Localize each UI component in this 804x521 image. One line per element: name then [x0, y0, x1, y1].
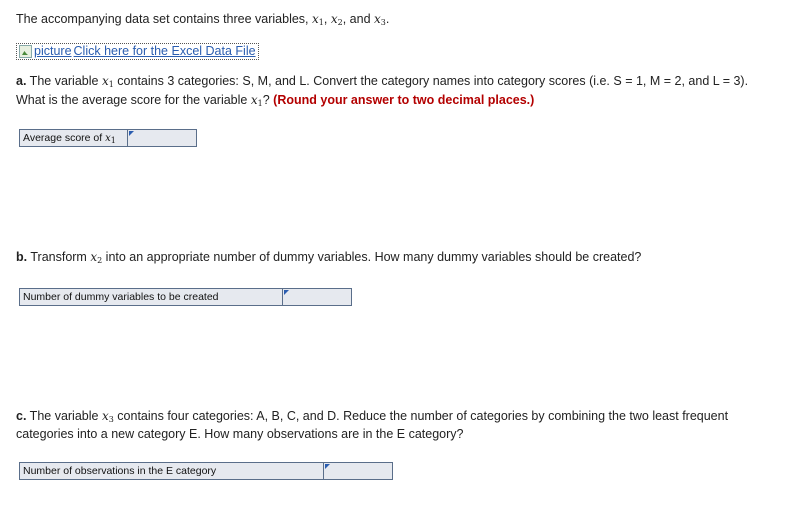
rounding-instruction: (Round your answer to two decimal places.)	[273, 93, 535, 107]
answer-row-dummy-variables	[19, 288, 352, 306]
var-x3	[374, 12, 386, 26]
part-a-letter: a.	[16, 74, 27, 88]
input-wrapper	[128, 130, 196, 146]
answer-row-observations	[19, 462, 393, 480]
text: contains four categories: A, B, C, and D. Reduce the number of categories by combining the two least frequent	[113, 409, 729, 423]
text: contains 3 categories: S, M, and L. Convert the category names into category scores (i.e. S = 1, M = 2, and L = 3).	[113, 74, 749, 88]
var-symbol: x	[101, 74, 109, 88]
var-x2	[90, 250, 102, 264]
var-symbol: x	[312, 12, 319, 26]
text: Transform	[27, 250, 91, 264]
text: ?	[262, 93, 274, 107]
var-subscript: 2	[337, 18, 343, 27]
part-b-letter: b.	[16, 250, 28, 264]
excel-data-link[interactable]	[16, 43, 259, 60]
var-subscript: 3	[108, 415, 114, 424]
input-wrapper	[283, 289, 351, 305]
part-b-line	[16, 248, 641, 270]
text: The variable	[26, 409, 102, 423]
part-c-line2: categories into a new category E. How many observations are in the E category?	[16, 427, 464, 441]
answer-label: Number of observations in the E category	[20, 463, 324, 479]
text: into an appropriate number of dummy variables. How many dummy variables should be created?	[102, 250, 642, 264]
var-x1	[312, 12, 324, 26]
link-label[interactable]: Click here for the Excel Data File	[73, 44, 256, 58]
answer-label	[20, 130, 128, 146]
text: The variable	[26, 74, 102, 88]
var-subscript: 1	[110, 136, 116, 145]
var-x3	[102, 409, 114, 423]
var-subscript: 1	[318, 18, 324, 27]
var-symbol: x	[330, 12, 338, 26]
average-score-input[interactable]	[128, 130, 196, 146]
label-text: Average score of	[23, 132, 106, 144]
answer-label: Number of dummy variables to be created	[20, 289, 283, 305]
period: .	[385, 12, 390, 26]
var-symbol: x	[101, 409, 109, 423]
var-subscript: 1	[257, 99, 263, 108]
link-alt-text[interactable]: picture	[34, 44, 72, 58]
intro-text	[16, 10, 389, 32]
var-subscript: 3	[380, 18, 386, 27]
var-symbol: x	[250, 93, 258, 107]
var-symbol: x	[90, 250, 98, 264]
var-subscript: 2	[97, 256, 103, 265]
input-wrapper	[324, 463, 392, 479]
var-x2	[331, 12, 343, 26]
var-x1	[251, 93, 263, 107]
var-x1	[105, 133, 116, 144]
observations-input[interactable]	[324, 463, 392, 479]
answer-row-average-score	[19, 129, 197, 147]
part-a-line2	[16, 91, 534, 113]
part-c-letter: c.	[16, 409, 27, 423]
broken-image-icon	[19, 45, 32, 58]
var-symbol: x	[105, 133, 111, 144]
intro-lead: The accompanying data set contains three variables,	[16, 12, 313, 26]
var-symbol: x	[374, 12, 381, 26]
separator: , and	[342, 12, 374, 26]
var-x1	[102, 74, 114, 88]
separator: ,	[323, 12, 331, 26]
text: What is the average score for the variable	[16, 93, 251, 107]
var-subscript: 1	[108, 80, 114, 89]
dummy-variables-input[interactable]	[283, 289, 351, 305]
